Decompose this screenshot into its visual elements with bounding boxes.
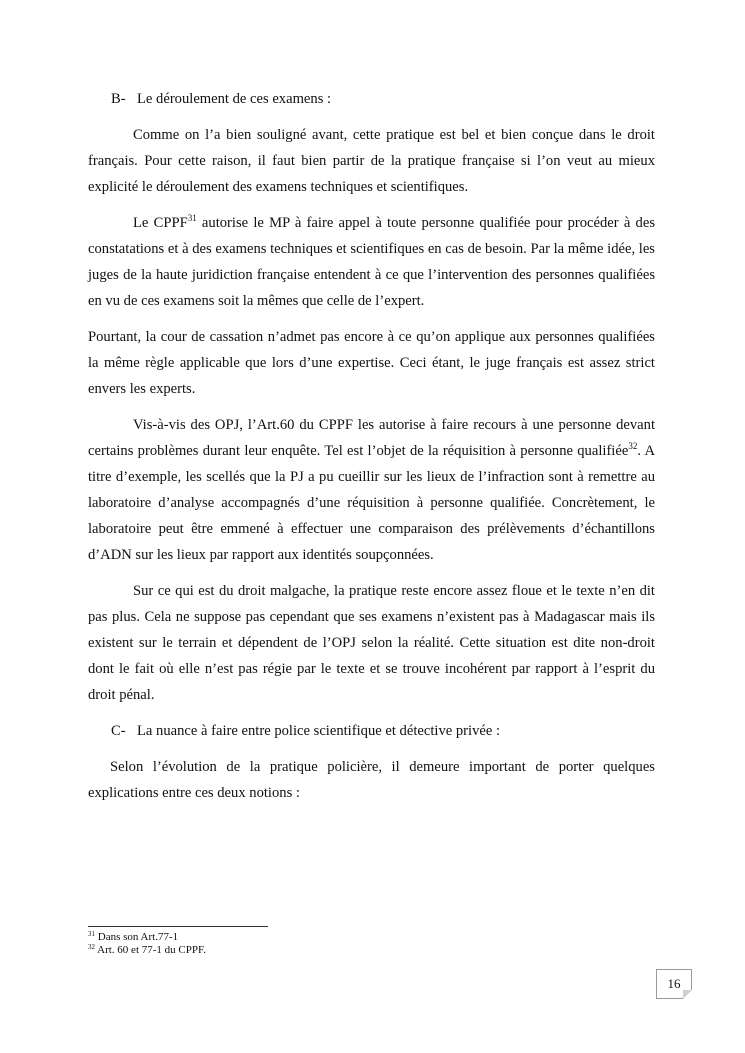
body-text bbox=[88, 86, 655, 816]
footnote-ref-31: 31 bbox=[187, 213, 197, 223]
footnote-32-text: Art. 60 et 77-1 du CPPF. bbox=[95, 944, 206, 956]
section-c-label: C- bbox=[111, 723, 126, 739]
page-number-box bbox=[656, 969, 692, 999]
page-number: 16 bbox=[667, 976, 681, 991]
footnote-divider bbox=[88, 926, 268, 927]
footnote-ref-32: 32 bbox=[628, 441, 638, 451]
paragraph-4-rest: . A titre d’exemple, les scellés que la PJ a pu cueillir sur les lieux de l’infraction sont à remettre au laboratoire d’analyse accompagnés d’une réquisition à personne qualifiée. Concrètement, le laboratoire peut être emmené à effectuer une comparaison des prélèvements d’échantillons d’ADN sur les lieux par rapport aux identités soupçonnées. bbox=[88, 443, 655, 563]
paragraph-5: Sur ce qui est du droit malgache, la pratique reste encore assez floue et le texte n’en dit pas plus. Cela ne suppose pas cependant que ses examens n’existent pas à Madagascar mais ils existent sur le terrain et dépendent de l’OPJ selon la réalité. Cette situation est dite non-droit dont le fait où elle n’est pas régie par le texte et se trouve incohérent par rapport à l’esprit du droit pénal. bbox=[88, 583, 655, 703]
footnotes bbox=[88, 926, 388, 957]
folded-corner-icon bbox=[683, 990, 692, 999]
footnote-31-text: Dans son Art.77-1 bbox=[95, 931, 179, 943]
paragraph-4-start: Vis-à-vis des OPJ, l’Art.60 du CPPF les autorise à faire recours à une personne devant certains problèmes durant leur enquête. Tel est l’objet de la réquisition à personne qualifiée bbox=[88, 417, 655, 459]
section-b-heading bbox=[88, 86, 655, 112]
paragraph-4 bbox=[88, 412, 655, 568]
footnote-31 bbox=[88, 931, 388, 944]
paragraph-1: Comme on l’a bien souligné avant, cette pratique est bel et bien conçue dans le droit français. Pour cette raison, il faut bien partir de la pratique française si l’on veut au mieux explicité le déroulement des examens techniques et scientifiques. bbox=[88, 127, 655, 195]
footnote-32-number: 32 bbox=[88, 943, 95, 951]
footnote-32 bbox=[88, 944, 388, 957]
footnote-31-number: 31 bbox=[88, 930, 95, 938]
paragraph-2-rest: autorise le MP à faire appel à toute personne qualifiée pour procéder à des constatations et à des examens techniques et scientifiques en cas de besoin. Par la même idée, les juges de la haute juridiction française entendent à ce que l’intervention des personnes qualifiées en vu de ces examens soit la mêmes que celle de l’expert. bbox=[88, 215, 656, 309]
paragraph-2 bbox=[88, 210, 655, 314]
section-c-heading bbox=[88, 718, 655, 744]
paragraph-3: Pourtant, la cour de cassation n’admet pas encore à ce qu’on applique aux personnes qualifiées la même règle applicable que lors d’une expertise. Ceci étant, le juge français est assez strict envers les experts. bbox=[88, 329, 655, 397]
paragraph-2-start: Le CPPF bbox=[133, 215, 188, 231]
section-b-title: Le déroulement de ces examens : bbox=[137, 91, 332, 107]
section-b-label: B- bbox=[111, 91, 126, 107]
paragraph-6: Selon l’évolution de la pratique policière, il demeure important de porter quelques explications entre ces deux notions : bbox=[88, 759, 655, 801]
section-c-title: La nuance à faire entre police scientifique et détective privée : bbox=[137, 723, 501, 739]
